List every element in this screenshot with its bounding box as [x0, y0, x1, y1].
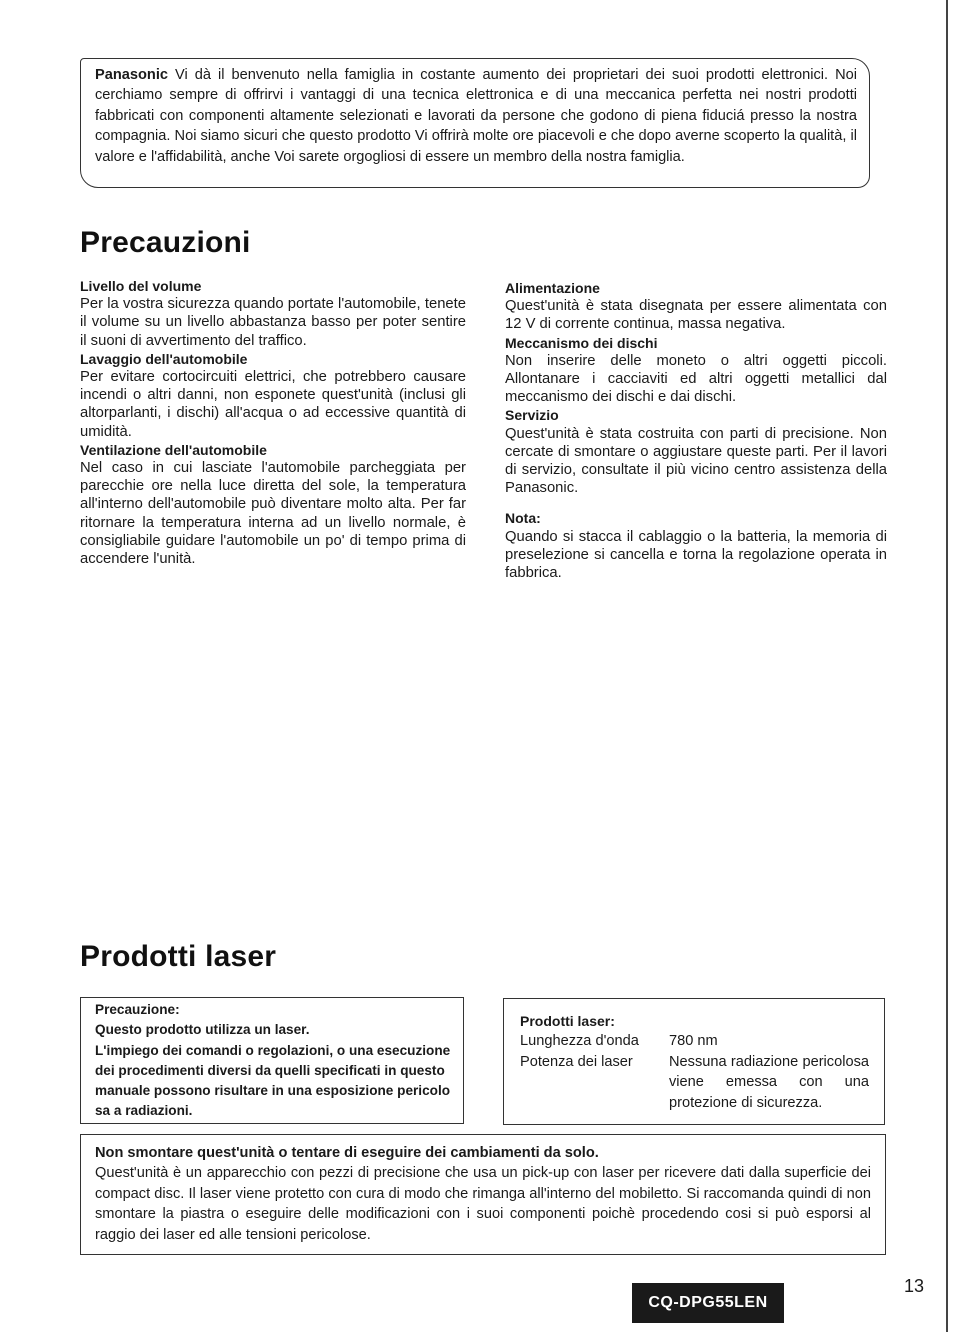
section-volume — [80, 277, 466, 350]
section-text: Non inserire delle moneto o altri oggetti piccoli. Allontanare i cacciaviti ed altri oggetti metallici dal meccanismo dei dischi e dai dischi. — [505, 352, 887, 406]
section-meccanismo — [505, 334, 887, 407]
brand-name: Panasonic — [95, 67, 168, 83]
intro-text: Vi dà il benvenuto nella famiglia in costante aumento dei proprietari dei suoi prodotti elettronici. Noi cerchiamo sempre di offrirvi i vantaggi di una tecnica elettronica e di una meccanica perfetta nei nostri prodotti fabbricati con componenti altamente selezionati e lavorati da persone che godono di piena fiduciá presso la nostra compagnia. Noi siamo sicuri che questo prodotto Vi offrirà molte ore piacevoli e che dopo averne scoperto la qualità, il valore e l'affidabilità, anche Voi sarete orgogliosi di essere un membro della nostra famiglia. — [95, 67, 857, 165]
spec-key: Lunghezza d'onda — [520, 1033, 639, 1050]
section-text: Per evitare cortocircuiti elettrici, che potrebbero causare incendi o altri danni, non esponete quest'unità (inclusi gli altorparlanti, i dischi) all'acqua o ad eccessive quantità di umidità. — [80, 369, 466, 440]
warning-line: L'impiego dei comandi o regolazioni, o una esecuzione dei procedimenti diversi da quelli specificati in questo manuale possono risultare in una esposizione pericolo sa a radiazioni. — [95, 1042, 451, 1119]
spec-table — [520, 1031, 869, 1113]
warning-line: Precauzione: — [95, 1002, 180, 1017]
model-badge: CQ-DPG55LEN — [632, 1283, 784, 1323]
section-heading: Ventilazione dell'automobile — [80, 441, 267, 458]
section-lavaggio — [80, 350, 466, 441]
warning-text: Quest'unità è un apparecchio con pezzi di precisione che usa un pick-up con laser per ricevere dati dalla superficie dei compact disc. Il laser viene protetto con cura di modo che rimanga all'interno del mobiletto. Si raccomanda quindi di non smontare la piastra o eseguire delle modificazioni con i suoi componenti poichè procedendo cosi si può esporsi al raggio dei laser ed alle tensioni pericolose. — [95, 1165, 871, 1243]
section-heading: Nota: — [505, 510, 541, 527]
precauzioni-title: Precauzioni — [80, 226, 251, 259]
section-heading: Lavaggio dell'automobile — [80, 350, 248, 367]
section-text: Quest'unità è stata disegnata per essere alimentata con 12 V di corrente continua, massa negativa. — [505, 298, 887, 333]
spec-value: 780 nm — [669, 1033, 718, 1050]
page-number: 13 — [904, 1276, 925, 1296]
intro-box — [80, 58, 870, 188]
section-heading: Servizio — [505, 407, 559, 424]
section-servizio — [505, 406, 887, 497]
precauzioni-left-column — [80, 277, 466, 568]
section-text: Quest'unità è stata costruita con parti di precisione. Non cercate di smontare o aggiustare queste parti. Per il lavori di servizio, consultate il più vicino centro assistenza della Panasonic. — [505, 425, 887, 497]
spec-row — [520, 1031, 869, 1051]
disassembly-warning-box — [80, 1134, 886, 1255]
section-ventilazione — [80, 441, 466, 568]
warning-heading: Non smontare quest'unità o tentare di eseguire dei cambiamenti da solo. — [95, 1145, 599, 1161]
section-alimentazione — [505, 279, 887, 334]
spec-row — [520, 1052, 869, 1113]
page-edge-line — [946, 0, 948, 1332]
precauzioni-right-column — [505, 279, 887, 582]
section-text: Nel caso in cui lasciate l'automobile parcheggiata per parecchie ore nella luce diretta del sole, la temperatura all'interno dell'automobile può diventare molto alta. Per far ritornare la temperatura interna ad un livello normale, è consigliabile guidare l'automobile un po' di tempo prima di accendere l'unità. — [80, 460, 466, 568]
section-text: Per la vostra sicurezza quando portate l'automobile, tenete il volume su un livello abbastanza basso per poter sentire il suoni di avvertimento del traffico. — [80, 296, 466, 349]
section-heading: Meccanismo dei dischi — [505, 334, 658, 351]
laser-spec-box — [503, 998, 885, 1125]
section-nota — [505, 509, 887, 582]
section-heading: Livello del volume — [80, 278, 202, 294]
laser-warning-box — [80, 997, 464, 1124]
spec-title: Prodotti laser: — [520, 1013, 615, 1029]
spec-key: Potenza dei laser — [520, 1053, 633, 1070]
spec-value: Nessuna radiazione pericolosa viene emessa con una protezione di sicurezza. — [669, 1053, 869, 1111]
warning-line: Questo prodotto utilizza un laser. — [95, 1022, 310, 1038]
section-heading: Alimentazione — [505, 280, 600, 296]
laser-title: Prodotti laser — [80, 940, 277, 973]
section-text: Quando si stacca il cablaggio o la batteria, la memoria di preselezione si cancella e torna la regolazione operata in fabbrica. — [505, 528, 887, 582]
